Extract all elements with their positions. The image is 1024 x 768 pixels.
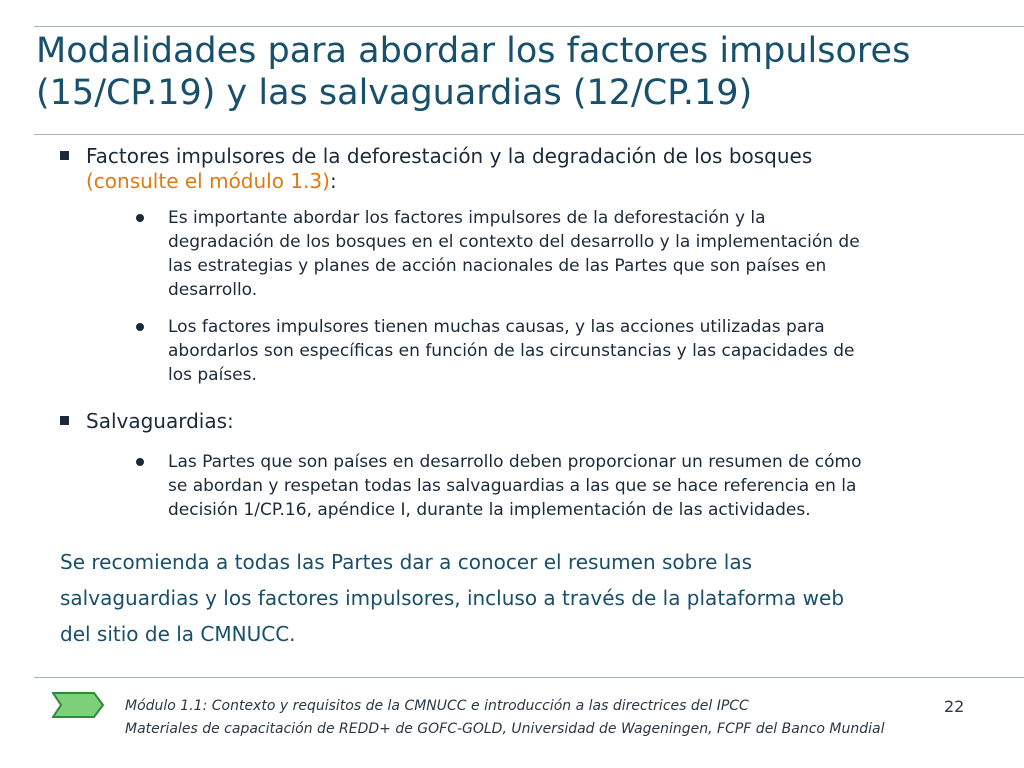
closing-line: salvaguardias y los factores impulsores, incluso a través de la plataforma web <box>60 586 845 610</box>
sub-bullet-safeguards-1 <box>168 450 986 522</box>
safeguards-heading-colon: : <box>227 409 234 433</box>
safeguards-heading-text: Salvaguardias <box>86 409 228 433</box>
footer-caption <box>125 695 885 741</box>
round-bullet-icon <box>136 214 144 222</box>
closing-line: del sitio de la CMNUCC. <box>60 622 296 646</box>
sub-bullet-drivers-2 <box>168 315 986 387</box>
sub-bullet-line: las estrategias y planes de acción nacionales de las Partes que son países en <box>168 256 827 276</box>
round-bullet-icon <box>136 458 144 466</box>
slide-title-line-1: Modalidades para abordar los factores impulsores <box>36 31 911 71</box>
sub-bullet-line: Los factores impulsores tienen muchas causas, y las acciones utilizadas para <box>168 317 825 337</box>
sub-bullet-line: se abordan y respetan todas las salvaguardias a las que se hace referencia en la <box>168 476 857 496</box>
square-bullet-icon <box>60 151 69 160</box>
title-divider <box>34 134 1024 135</box>
sub-bullet-line: desarrollo. <box>168 280 258 300</box>
sub-bullet-line: abordarlos son específicas en función de las circunstancias y las capacidades de <box>168 341 855 361</box>
slide-title <box>36 30 1006 114</box>
bullet-drivers <box>56 144 986 194</box>
green-arrow-icon[interactable] <box>52 692 104 718</box>
footer-materials-line: Materiales de capacitación de REDD+ de GOFC-GOLD, Universidad de Wageningen, FCPF del Banco Mundial <box>125 721 885 737</box>
drivers-heading-text: Factores impulsores de la deforestación y la degradación de los bosques <box>86 144 813 168</box>
closing-line: Se recomienda a todas las Partes dar a conocer el resumen sobre las <box>60 550 753 574</box>
slide-title-line-2: (15/CP.19) y las salvaguardias (12/CP.19) <box>36 73 753 113</box>
slide-content <box>56 144 986 652</box>
sub-bullet-line: los países. <box>168 365 257 385</box>
square-bullet-icon <box>60 416 69 425</box>
bullet-safeguards <box>56 409 986 434</box>
sub-bullet-line: degradación de los bosques en el contexto del desarrollo y la implementación de <box>168 232 860 252</box>
page-number: 22 <box>944 697 965 716</box>
sub-bullet-line: decisión 1/CP.16, apéndice I, durante la implementación de las actividades. <box>168 500 811 520</box>
sub-bullet-line: Es importante abordar los factores impulsores de la deforestación y la <box>168 208 766 228</box>
module-reference-link[interactable]: (consulte el módulo 1.3) <box>86 169 330 193</box>
sub-bullet-drivers-1 <box>168 206 986 302</box>
footer-module-line: Módulo 1.1: Contexto y requisitos de la CMNUCC e introducción a las directrices del IPCC <box>125 698 749 714</box>
top-divider <box>34 26 1024 27</box>
drivers-heading-colon: : <box>329 169 337 193</box>
round-bullet-icon <box>136 323 144 331</box>
footer-divider <box>34 677 1024 678</box>
closing-paragraph <box>60 544 986 652</box>
sub-bullet-line: Las Partes que son países en desarrollo deben proporcionar un resumen de cómo <box>168 452 862 472</box>
